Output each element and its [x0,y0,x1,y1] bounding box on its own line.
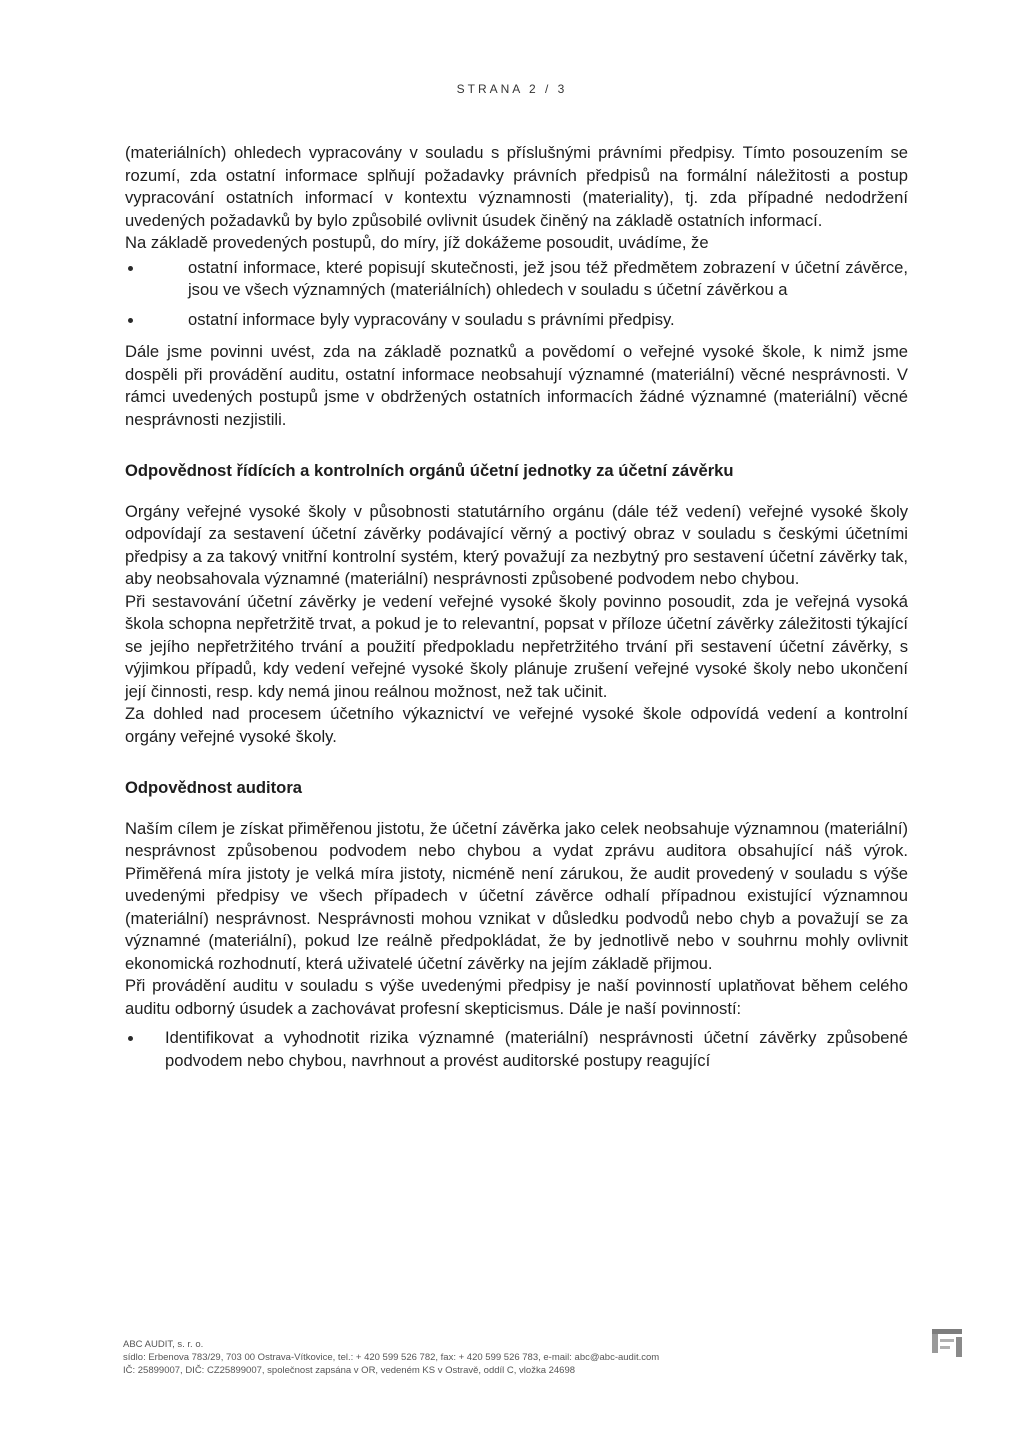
section-heading: Odpovědnost řídících a kontrolních orgánů účetní jednotky za účetní závěrku [125,461,734,480]
document-body [125,142,908,1072]
list-item [125,257,908,302]
bullet-icon [128,1036,133,1041]
bullet-icon [128,266,133,271]
paragraph: Při sestavování účetní závěrky je vedení veřejné vysoké školy povinno posoudit, zda je veřejná vysoká škola schopna nepřetržitě trvat, a pokud je to relevantní, popsat v příloze účetní závěrky záležitosti týkající se jejího nepřetržitého trvání a použití předpokladu nepřetržitého trvání při sestavení účetní závěrky, s výjimkou případů, kdy vedení veřejné vysoké školy plánuje zrušení veřejné vysoké školy nebo ukončení její činnosti, resp. kdy nemá jinou reálnou možnost, než tak učinit. [125,591,908,701]
footer-address: sídlo: Erbenova 783/29, 703 00 Ostrava-Vítkovice, tel.: + 420 599 526 782, fax: + 420 599 526 783, e-mail: abc@abc-audit.com [123,1352,660,1363]
list-item [125,309,908,332]
list-item-text: Identifikovat a vyhodnotit rizika významné (materiální) nesprávnosti účetní závěrky způsobené podvodem nebo chybou, navrhnout a provést auditorské postupy reagující [165,1028,908,1070]
bullet-list [125,1027,908,1072]
paragraph: Orgány veřejné vysoké školy v působnosti statutárního orgánu (dále též vedení) veřejné vysoké školy odpovídají za sestavení účetní závěrky podávající věrný a poctivý obraz v souladu s českými účetními předpisy a za takový vnitřní kontrolní systém, který považují za nezbytný pro sestavení účetní závěrky tak, aby neobsahovala významné (materiální) nesprávnosti způsobené podvodem nebo chybou. [125,501,908,588]
list-item-text: ostatní informace byly vypracovány v souladu s právními předpisy. [188,309,675,329]
section-heading: Odpovědnost auditora [125,778,303,797]
list-item [125,1027,908,1072]
list-item-text: ostatní informace, které popisují skutečnosti, jež jsou též předmětem zobrazení v účetní závěrce, jsou ve všech významných (materiálních) ohledech v souladu s účetní závěrkou a [188,257,908,299]
page-footer [123,1338,659,1377]
footer-company-name: ABC AUDIT, s. r. o. [123,1339,204,1350]
company-logo-icon [930,1325,964,1359]
paragraph: Na základě provedených postupů, do míry, jíž dokážeme posoudit, uvádíme, že [125,233,709,252]
paragraph: Naším cílem je získat přiměřenou jistotu, že účetní závěrka jako celek neobsahuje významnou (materiální) nesprávnost způsobenou podvodem nebo chybou a vydat zprávu auditora obsahující náš výrok. Přiměřená míra jistoty je velká míra jistoty, nicméně není zárukou, že audit provedený v souladu s výše uvedenými předpisy ve všech případech v účetní závěrce odhalí případnou existující významnou (materiální) nesprávnost. Nesprávnosti mohou vznikat v důsledku podvodů nebo chyb a považují se za významné (materiální), pokud lze reálně předpokládat, že by jednotlivě nebo v souhrnu mohly ovlivnit ekonomická rozhodnutí, která uživatelé účetní závěrky na jejím základě přijmou. [125,818,908,973]
page-number-label: STRANA 2 / 3 [456,82,568,96]
paragraph: Při provádění auditu v souladu s výše uvedenými předpisy je naší povinností uplatňovat během celého auditu odborný úsudek a zachovávat profesní skepticismus. Dále je naší povinností: [125,976,908,1018]
paragraph: Dále jsme povinni uvést, zda na základě poznatků a povědomí o veřejné vysoké škole, k nimž jsme dospěli při provádění auditu, ostatní informace neobsahují významné (materiální) věcné nesprávnosti. V rámci uvedených postupů jsme v obdržených ostatních informacích žádné významné (materiální) věcné nesprávnosti nezjistili. [125,342,908,429]
bullet-list [125,257,908,332]
footer-registration: IČ: 25899007, DIČ: CZ25899007, společnost zapsána v OR, vedeném KS v Ostravě, oddíl C, vložka 24698 [123,1365,576,1376]
bullet-icon [128,318,133,323]
paragraph: (materiálních) ohledech vypracovány v souladu s příslušnými právními předpisy. Tímto posouzením se rozumí, zda ostatní informace splňují požadavky právních předpisů na formální náležitosti a postup vypracování ostatních informací v kontextu významnosti (materiality), tj. zda případné nedodržení uvedených požadavků by bylo způsobilé ovlivnit úsudek činěný na základě ostatních informací. [125,143,908,230]
paragraph: Za dohled nad procesem účetního výkaznictví ve veřejné vysoké škole odpovídá vedení a kontrolní orgány veřejné vysoké školy. [125,704,908,746]
